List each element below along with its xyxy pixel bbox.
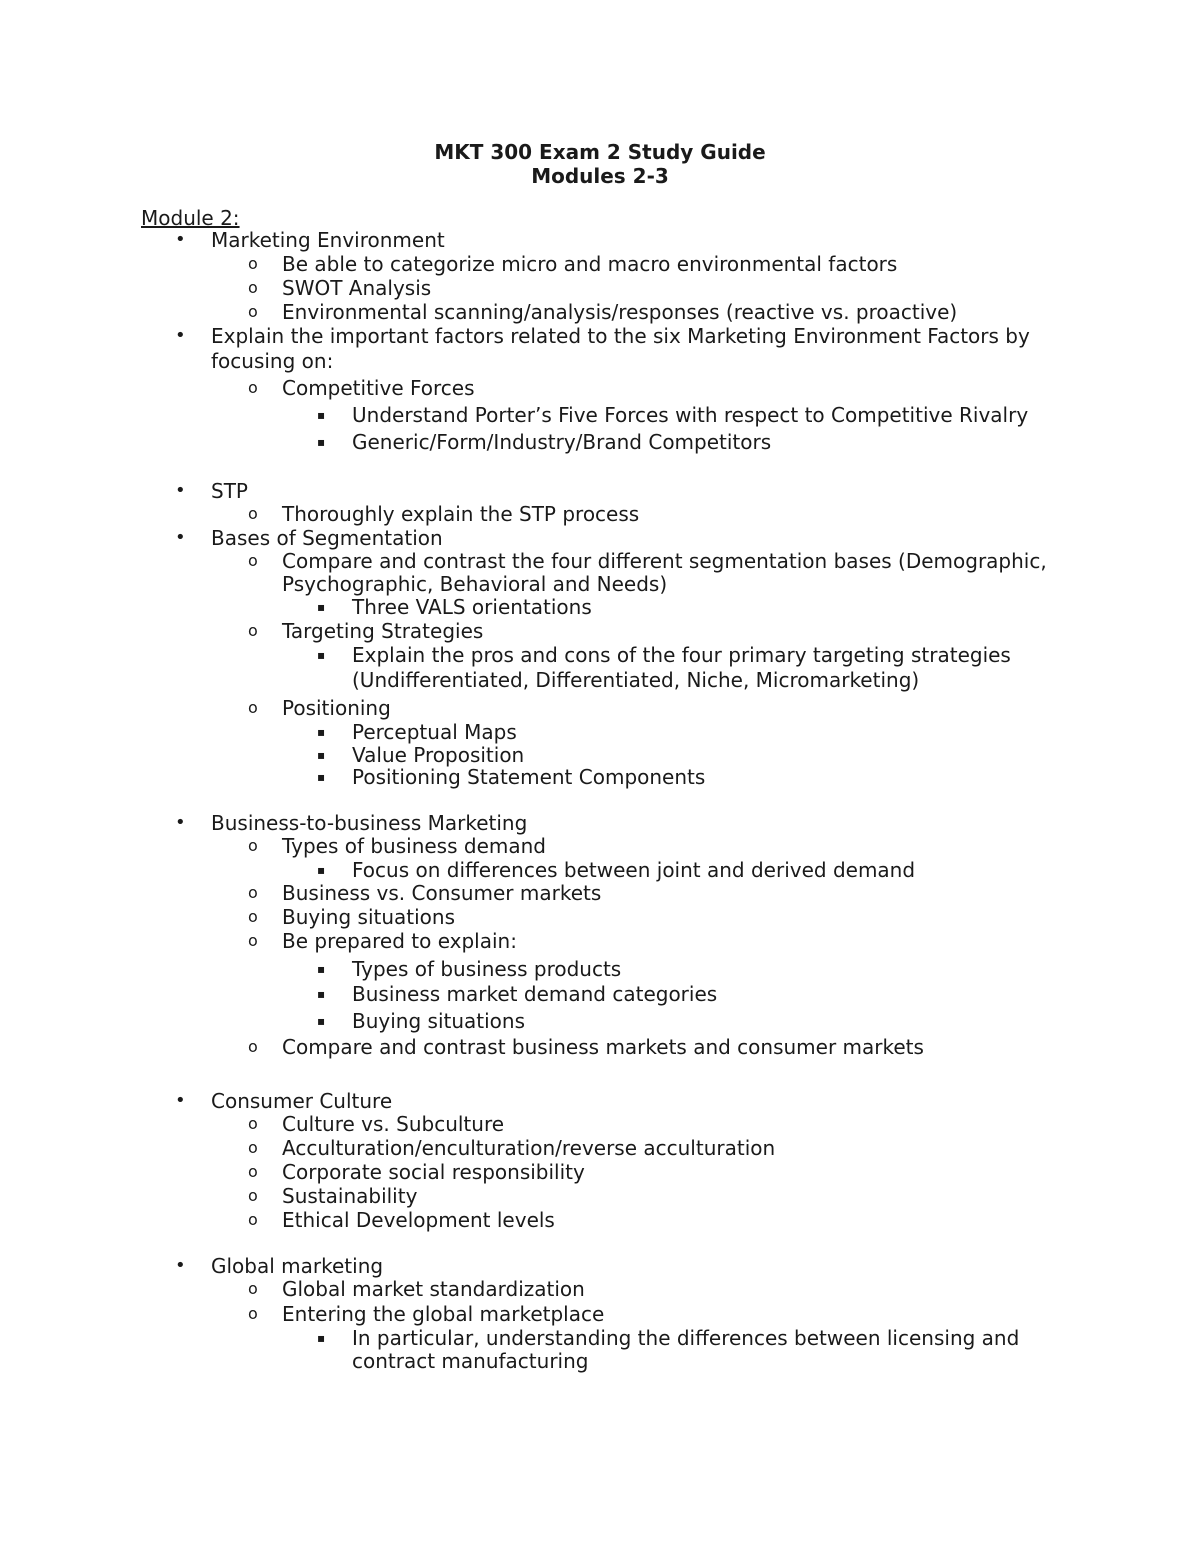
sub-bullet-marker: o xyxy=(248,504,258,523)
sub-bullet-marker: o xyxy=(248,302,258,321)
outline-item-text: contract manufacturing xyxy=(352,1349,589,1373)
sub-bullet-marker: o xyxy=(248,836,258,855)
outline-item-text: Types of business products xyxy=(352,957,622,981)
sub-bullet-marker: o xyxy=(248,621,258,640)
square-bullet-marker: ▪ xyxy=(317,987,326,1001)
outline-item-text: Generic/Form/Industry/Brand Competitors xyxy=(352,430,772,454)
sub-bullet-marker: o xyxy=(248,378,258,397)
outline-item-text: Business market demand categories xyxy=(352,982,718,1006)
outline-item-text: Competitive Forces xyxy=(282,376,475,400)
sub-bullet-marker: o xyxy=(248,1279,258,1298)
square-bullet-marker: ▪ xyxy=(317,1014,326,1028)
sub-bullet-marker: o xyxy=(248,1210,258,1229)
outline-item-text: STP xyxy=(211,479,248,503)
square-bullet-marker: ▪ xyxy=(317,725,326,739)
outline-item-text: Compare and contrast business markets and consumer markets xyxy=(282,1035,924,1059)
outline-item-text: Business-to-business Marketing xyxy=(211,811,528,835)
outline-item-text: In particular, understanding the differences between licensing and xyxy=(352,1326,1020,1350)
square-bullet-marker: ▪ xyxy=(317,748,326,762)
bullet-marker: • xyxy=(175,229,186,250)
outline-item-text: Buying situations xyxy=(352,1009,525,1033)
sub-bullet-marker: o xyxy=(248,1114,258,1133)
outline-item-text: Targeting Strategies xyxy=(282,619,484,643)
sub-bullet-marker: o xyxy=(248,1037,258,1056)
square-bullet-marker: ▪ xyxy=(317,408,326,422)
square-bullet-marker: ▪ xyxy=(317,770,326,784)
outline-item-text: Global market standardization xyxy=(282,1277,585,1301)
outline-item-text: Sustainability xyxy=(282,1184,418,1208)
bullet-marker: • xyxy=(175,1255,186,1276)
square-bullet-marker: ▪ xyxy=(317,1331,326,1345)
outline-item-text: Perceptual Maps xyxy=(352,720,517,744)
sub-bullet-marker: o xyxy=(248,931,258,950)
outline-item-text: Compare and contrast the four different segmentation bases (Demographic, xyxy=(282,549,1047,573)
sub-bullet-marker: o xyxy=(248,254,258,273)
outline-item-text: Ethical Development levels xyxy=(282,1208,555,1232)
sub-bullet-marker: o xyxy=(248,551,258,570)
outline-item-text: (Undifferentiated, Differentiated, Niche, Micromarketing) xyxy=(352,668,920,692)
square-bullet-marker: ▪ xyxy=(317,648,326,662)
outline-item-text: Environmental scanning/analysis/responses (reactive vs. proactive) xyxy=(282,300,958,324)
bullet-marker: • xyxy=(175,480,186,501)
outline-item-text: Be able to categorize micro and macro environmental factors xyxy=(282,252,898,276)
square-bullet-marker: ▪ xyxy=(317,962,326,976)
sub-bullet-marker: o xyxy=(248,1138,258,1157)
outline-item-text: Three VALS orientations xyxy=(352,595,592,619)
document-subtitle: Modules 2-3 xyxy=(531,164,669,188)
outline-item-text: focusing on: xyxy=(211,349,334,373)
outline-item-text: Thoroughly explain the STP process xyxy=(282,502,640,526)
outline-item-text: Focus on differences between joint and derived demand xyxy=(352,858,916,882)
square-bullet-marker: ▪ xyxy=(317,435,326,449)
outline-item-text: Culture vs. Subculture xyxy=(282,1112,505,1136)
sub-bullet-marker: o xyxy=(248,1304,258,1323)
sub-bullet-marker: o xyxy=(248,883,258,902)
outline-item-text: Psychographic, Behavioral and Needs) xyxy=(282,572,668,596)
bullet-marker: • xyxy=(175,325,186,346)
sub-bullet-marker: o xyxy=(248,1162,258,1181)
module-heading: Module 2: xyxy=(141,206,240,230)
sub-bullet-marker: o xyxy=(248,1186,258,1205)
sub-bullet-marker: o xyxy=(248,278,258,297)
outline-item-text: Marketing Environment xyxy=(211,228,445,252)
outline-item-text: Explain the important factors related to the six Marketing Environment Factors by xyxy=(211,324,1030,348)
outline-item-text: Understand Porter’s Five Forces with respect to Competitive Rivalry xyxy=(352,403,1029,427)
outline-item-text: Value Proposition xyxy=(352,743,525,767)
outline-item-text: Be prepared to explain: xyxy=(282,929,517,953)
square-bullet-marker: ▪ xyxy=(317,600,326,614)
outline-item-text: SWOT Analysis xyxy=(282,276,432,300)
bullet-marker: • xyxy=(175,527,186,548)
outline-item-text: Global marketing xyxy=(211,1254,384,1278)
outline-item-text: Buying situations xyxy=(282,905,455,929)
outline-item-text: Positioning xyxy=(282,696,391,720)
outline-item-text: Consumer Culture xyxy=(211,1089,393,1113)
outline-item-text: Entering the global marketplace xyxy=(282,1302,605,1326)
sub-bullet-marker: o xyxy=(248,907,258,926)
bullet-marker: • xyxy=(175,812,186,833)
outline-item-text: Explain the pros and cons of the four primary targeting strategies xyxy=(352,643,1011,667)
outline-item-text: Types of business demand xyxy=(282,834,546,858)
bullet-marker: • xyxy=(175,1090,186,1111)
outline-item-text: Business vs. Consumer markets xyxy=(282,881,602,905)
sub-bullet-marker: o xyxy=(248,698,258,717)
outline-item-text: Positioning Statement Components xyxy=(352,765,706,789)
outline-item-text: Bases of Segmentation xyxy=(211,526,443,550)
square-bullet-marker: ▪ xyxy=(317,863,326,877)
outline-item-text: Corporate social responsibility xyxy=(282,1160,585,1184)
document-title: MKT 300 Exam 2 Study Guide xyxy=(434,140,766,164)
outline-item-text: Acculturation/enculturation/reverse acculturation xyxy=(282,1136,776,1160)
